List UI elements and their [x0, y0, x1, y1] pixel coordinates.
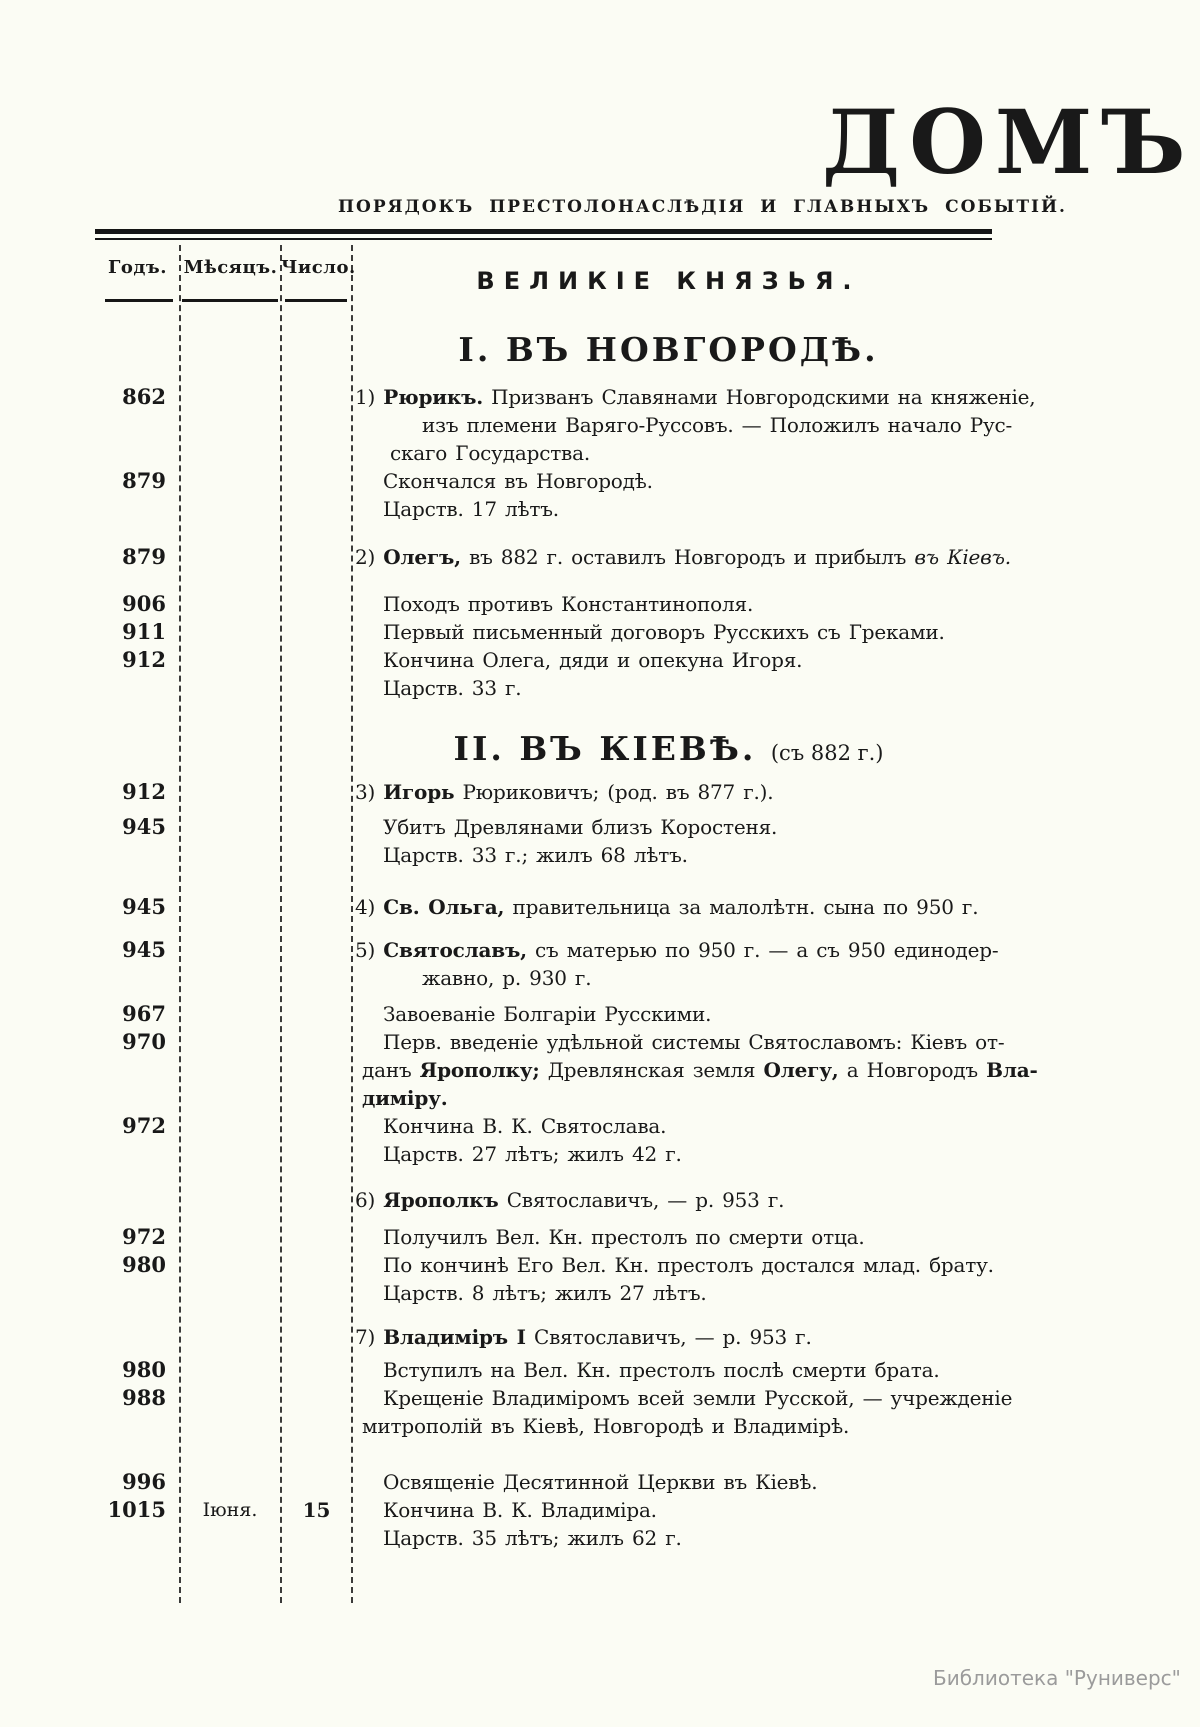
- day-value: 15: [302, 1498, 331, 1522]
- event-text: [352, 1496, 1200, 1524]
- day-cell: [281, 1496, 352, 1524]
- section-heading-text: I. ВЪ НОВГОРОДѢ.: [458, 330, 879, 369]
- year-value: 879: [122, 468, 166, 493]
- page-subtitle: ПОРЯДОКЪ ПРЕСТОЛОНАСЛѢДІЯ И ГЛАВНЫХЪ СОБЫТІЙ.: [338, 197, 1067, 217]
- text-run: жавно, р. 930 г.: [422, 966, 592, 990]
- year-value: 996: [122, 1469, 166, 1494]
- table-row: [0, 439, 1200, 467]
- text-run: правительница за малолѣтн. сына по 950 г.: [504, 895, 979, 919]
- text-run: 6): [355, 1188, 384, 1212]
- event-text: [352, 936, 1200, 964]
- table-row: [0, 674, 1200, 702]
- ruler-name: Олегу,: [763, 1058, 839, 1082]
- table-row: [0, 467, 1200, 495]
- year-cell: [95, 646, 166, 674]
- table-row: [0, 383, 1200, 411]
- column-header-year: Годъ.: [107, 257, 167, 278]
- event-text: [352, 964, 1200, 992]
- text-run: съ матерью по 950 г. — а съ 950 единодер-: [526, 938, 999, 962]
- ruler-name: Олегъ,: [383, 545, 461, 569]
- year-value: 945: [122, 894, 166, 919]
- text-run: Походъ противъ Константинополя.: [383, 592, 754, 616]
- text-run: Убитъ Древлянами близъ Коростеня.: [383, 815, 778, 839]
- year-cell: [95, 1112, 166, 1140]
- year-value: 972: [122, 1113, 166, 1138]
- event-text: [352, 467, 1200, 495]
- table-row: [0, 1356, 1200, 1384]
- ruler-name: Ярополкъ: [383, 1188, 499, 1212]
- text-run: Святославичъ, — р. 953 г.: [525, 1325, 812, 1349]
- chronology-table: [0, 245, 1200, 1645]
- table-row: [0, 1056, 1200, 1084]
- year-cell: [95, 1356, 166, 1384]
- text-run: 1): [355, 385, 384, 409]
- text-run: митрополій въ Кіевѣ, Новгородѣ и Владимірѣ.: [362, 1414, 850, 1438]
- table-row: [0, 1384, 1200, 1412]
- text-run: Царств. 33 г.; жилъ 68 лѣтъ.: [383, 843, 688, 867]
- text-run: 5): [355, 938, 384, 962]
- table-row: [0, 1186, 1200, 1214]
- table-row: [0, 1084, 1200, 1112]
- table-row: [0, 1524, 1200, 1552]
- table-row: [0, 1028, 1200, 1056]
- text-run: Царств. 8 лѣтъ; жилъ 27 лѣтъ.: [383, 1281, 707, 1305]
- text-run: 2): [355, 545, 384, 569]
- table-row: [0, 964, 1200, 992]
- text-run: въ 882 г. оставилъ Новгородъ и прибылъ: [460, 545, 915, 569]
- text-run: Скончался въ Новгородѣ.: [383, 469, 653, 493]
- text-run: изъ племени Варяго-Руссовъ. — Положилъ начало Рус-: [422, 413, 1013, 437]
- table-row: [0, 936, 1200, 964]
- year-value: 1015: [107, 1497, 166, 1522]
- year-cell: [95, 467, 166, 495]
- table-row: [0, 1223, 1200, 1251]
- page-title: ДОМЪ: [822, 90, 1195, 194]
- year-value: 862: [122, 384, 166, 409]
- year-value: 972: [122, 1224, 166, 1249]
- text-run: Древлянская земля: [539, 1058, 764, 1082]
- event-text: [352, 1000, 1200, 1028]
- event-text: [352, 1279, 1200, 1307]
- text-run: Царств. 27 лѣтъ; жилъ 42 г.: [383, 1142, 682, 1166]
- year-value: 906: [122, 591, 166, 616]
- text-run: Кончина Олега, дяди и опекуна Игоря.: [383, 648, 803, 672]
- text-run: а Новгородъ: [838, 1058, 987, 1082]
- year-cell: [95, 813, 166, 841]
- table-row: [0, 893, 1200, 921]
- text-run: Первый письменный договоръ Русскихъ съ Греками.: [383, 620, 945, 644]
- event-text: [352, 674, 1200, 702]
- year-cell: [95, 1496, 166, 1524]
- year-value: 945: [122, 814, 166, 839]
- event-text: [352, 590, 1200, 618]
- event-text: [352, 1323, 1200, 1351]
- event-text: [352, 1412, 1200, 1440]
- text-run: скаго Государства.: [390, 441, 591, 465]
- event-text: [352, 1084, 1200, 1112]
- table-row: [0, 778, 1200, 806]
- year-cell: [95, 543, 166, 571]
- event-text: [352, 543, 1200, 571]
- text-run: 7): [355, 1325, 384, 1349]
- year-cell: [95, 1028, 166, 1056]
- year-value: 912: [122, 647, 166, 672]
- year-value: 970: [122, 1029, 166, 1054]
- column-header-day: Число.: [281, 257, 356, 278]
- year-cell: [95, 1251, 166, 1279]
- event-text: [352, 1223, 1200, 1251]
- year-value: 967: [122, 1001, 166, 1026]
- text-run: Царств. 17 лѣтъ.: [383, 497, 559, 521]
- month-cell: [180, 1496, 280, 1524]
- event-text: [352, 1251, 1200, 1279]
- year-value: 980: [122, 1357, 166, 1382]
- table-row: [0, 618, 1200, 646]
- year-value: 988: [122, 1385, 166, 1410]
- year-cell: [95, 1000, 166, 1028]
- event-text: [352, 1028, 1200, 1056]
- table-header: [0, 245, 1200, 303]
- year-cell: [95, 1384, 166, 1412]
- text-run: Крещеніе Владиміромъ всей земли Русской, — учрежденіе: [383, 1386, 1013, 1410]
- ruler-name: Святославъ,: [383, 938, 527, 962]
- event-text: [352, 893, 1200, 921]
- ruler-name: Ярополку;: [419, 1058, 540, 1082]
- year-cell: [95, 383, 166, 411]
- table-row: [0, 1323, 1200, 1351]
- ruler-name: Св. Ольга,: [383, 895, 505, 919]
- event-text: [352, 646, 1200, 674]
- event-text: [352, 1186, 1200, 1214]
- text-run: Царств. 33 г.: [383, 676, 522, 700]
- table-row: [0, 543, 1200, 571]
- table-row: [0, 1496, 1200, 1524]
- text-run: Кончина В. К. Владиміра.: [383, 1498, 657, 1522]
- double-rule: [95, 229, 992, 240]
- year-cell: [95, 1468, 166, 1496]
- table-row: [0, 813, 1200, 841]
- library-watermark: Библиотека "Руниверс": [933, 1666, 1181, 1690]
- event-text: [352, 1140, 1200, 1168]
- text-run: Освященіе Десятинной Церкви въ Кіевѣ.: [383, 1470, 818, 1494]
- table-row: [0, 1251, 1200, 1279]
- section-heading-text: II. ВЪ КІЕВѢ.: [453, 729, 757, 768]
- text-run: Перв. введеніе удѣльной системы Святославомъ: Кіевъ от-: [383, 1030, 1005, 1054]
- table-row: [0, 1279, 1200, 1307]
- ruler-name: Владиміръ I: [383, 1325, 526, 1349]
- text-run: 4): [355, 895, 384, 919]
- event-text: [352, 841, 1200, 869]
- year-value: 945: [122, 937, 166, 962]
- event-text: [352, 1112, 1200, 1140]
- table-row: [0, 646, 1200, 674]
- event-text: [352, 778, 1200, 806]
- event-text: [352, 1056, 1200, 1084]
- event-text: [352, 618, 1200, 646]
- text-run: Получилъ Вел. Кн. престолъ по смерти отца.: [383, 1225, 865, 1249]
- event-text: [352, 1468, 1200, 1496]
- year-cell: [95, 778, 166, 806]
- ruler-name: диміру.: [362, 1086, 448, 1110]
- year-value: 912: [122, 779, 166, 804]
- table-row: [0, 1468, 1200, 1496]
- ruler-name: Вла-: [986, 1058, 1038, 1082]
- event-text: [352, 411, 1200, 439]
- event-text: [352, 1384, 1200, 1412]
- text-run: Кончина В. К. Святослава.: [383, 1114, 667, 1138]
- text-run: 3): [355, 780, 384, 804]
- event-text: [352, 495, 1200, 523]
- event-text: [352, 1356, 1200, 1384]
- table-row: [0, 1412, 1200, 1440]
- year-value: 879: [122, 544, 166, 569]
- text-run: Рюриковичъ; (род. въ 877 г.).: [454, 780, 774, 804]
- month-value: Іюня.: [202, 1499, 258, 1521]
- italic-run: въ Кіевъ.: [914, 545, 1011, 569]
- ruler-name: Рюрикъ.: [383, 385, 484, 409]
- text-run: данъ: [362, 1058, 420, 1082]
- year-cell: [95, 936, 166, 964]
- event-text: [352, 383, 1200, 411]
- table-row: [0, 1000, 1200, 1028]
- table-row: [0, 495, 1200, 523]
- year-cell: [95, 893, 166, 921]
- table-row: [0, 841, 1200, 869]
- year-value: 980: [122, 1252, 166, 1277]
- table-row: [0, 411, 1200, 439]
- table-row: [0, 590, 1200, 618]
- column-header-month: Мѣсяцъ.: [183, 257, 278, 278]
- text-run: Завоеваніе Болгаріи Русскими.: [383, 1002, 712, 1026]
- section-heading-note: (съ 882 г.): [770, 741, 884, 765]
- grand-princes-title: ВЕЛИКІЕ КНЯЗЬЯ.: [476, 267, 861, 295]
- table-row: [0, 1112, 1200, 1140]
- text-run: По кончинѣ Его Вел. Кн. престолъ достался млад. брату.: [383, 1253, 994, 1277]
- year-value: 911: [122, 619, 166, 644]
- year-cell: [95, 618, 166, 646]
- text-run: Святославичъ, — р. 953 г.: [498, 1188, 785, 1212]
- ruler-name: Игорь: [383, 780, 455, 804]
- event-text: [352, 439, 1200, 467]
- text-run: Вступилъ на Вел. Кн. престолъ послѣ смерти брата.: [383, 1358, 940, 1382]
- event-text: [352, 813, 1200, 841]
- text-run: Призванъ Славянами Новгородскими на княженіе,: [483, 385, 1036, 409]
- event-text: [352, 1524, 1200, 1552]
- table-row: [0, 1140, 1200, 1168]
- year-cell: [95, 590, 166, 618]
- text-run: Царств. 35 лѣтъ; жилъ 62 г.: [383, 1526, 682, 1550]
- year-cell: [95, 1223, 166, 1251]
